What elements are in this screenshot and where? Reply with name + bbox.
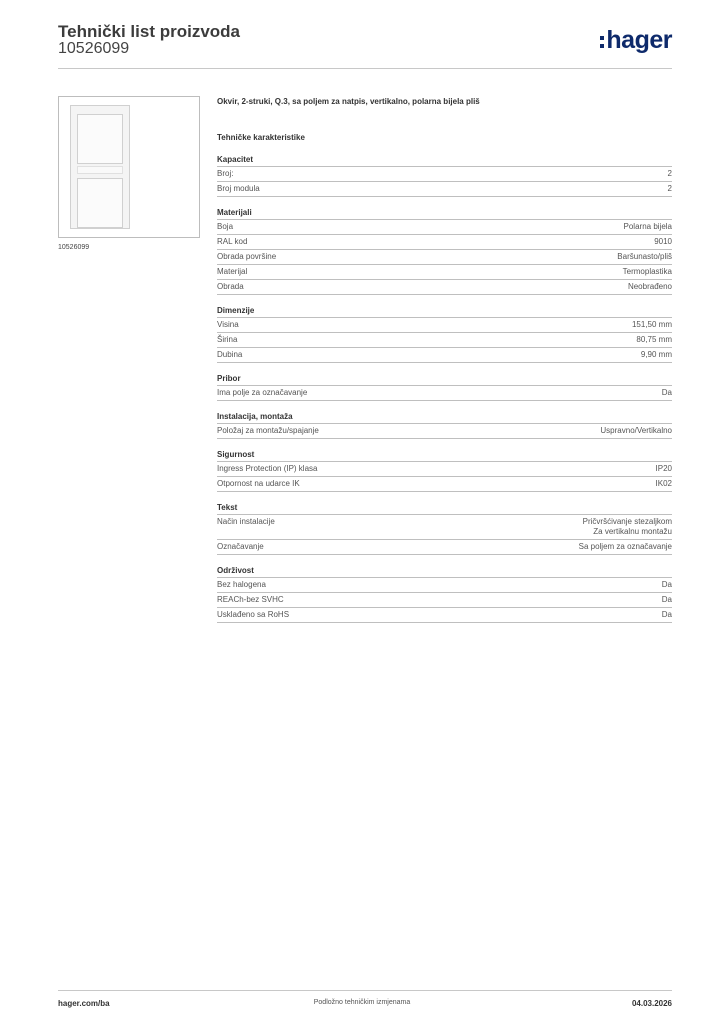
spec-label: Bez halogena	[217, 580, 266, 589]
spec-value: 2	[667, 184, 672, 193]
spec-row	[217, 220, 672, 235]
spec-label: Usklađeno sa RoHS	[217, 610, 290, 619]
spec-row	[217, 182, 672, 197]
spec-value: 2	[667, 169, 672, 178]
spec-content	[217, 96, 672, 623]
logo-dots-icon	[600, 36, 604, 48]
spec-row	[217, 235, 672, 250]
spec-value: Da	[661, 595, 672, 604]
spec-row	[217, 348, 672, 363]
spec-label: Označavanje	[217, 542, 264, 551]
spec-row	[217, 477, 672, 492]
spec-label: Otpornost na udarce IK	[217, 479, 300, 488]
spec-section	[217, 566, 672, 623]
spec-value: IK02	[655, 479, 672, 488]
spec-row	[217, 540, 672, 555]
section-title: Dimenzije	[217, 306, 672, 318]
spec-sections	[217, 155, 672, 623]
spec-row	[217, 462, 672, 477]
spec-section	[217, 306, 672, 363]
spec-value: Da	[661, 580, 672, 589]
spec-row	[217, 578, 672, 593]
spec-label: RAL kod	[217, 237, 248, 246]
spec-row	[217, 386, 672, 401]
spec-row	[217, 250, 672, 265]
spec-section	[217, 208, 672, 295]
spec-value: 9,90 mm	[640, 350, 672, 359]
section-title: Sigurnost	[217, 450, 672, 462]
footer-date: 04.03.2026	[631, 999, 672, 1008]
section-title: Pribor	[217, 374, 672, 386]
logo-text: hager	[606, 26, 672, 54]
spec-row	[217, 318, 672, 333]
page-header	[58, 20, 672, 68]
document-number: 10526099	[58, 40, 130, 57]
spec-row	[217, 280, 672, 295]
spec-label: Položaj za montažu/spajanje	[217, 426, 319, 435]
footer-note: Podložno tehničkim izmjenama	[313, 999, 411, 1006]
section-title: Materijali	[217, 208, 672, 220]
spec-value: 9010	[654, 237, 672, 246]
spec-label: Način instalacije	[217, 517, 275, 526]
spec-row	[217, 608, 672, 623]
spec-label: Obrada	[217, 282, 244, 291]
header-divider	[58, 68, 672, 69]
spec-label: REACh-bez SVHC	[217, 595, 284, 604]
spec-row	[217, 515, 672, 540]
spec-row	[217, 167, 672, 182]
spec-value: Baršunasto/pliš	[617, 252, 672, 261]
spec-section	[217, 503, 672, 555]
spec-value: IP20	[655, 464, 672, 473]
spec-label: Materijal	[217, 267, 248, 276]
spec-value: 80,75 mm	[636, 335, 672, 344]
product-description: Okvir, 2-struki, Q.3, sa poljem za natpis, vertikalno, polarna bijela pliš	[217, 97, 480, 106]
hager-logo	[600, 28, 672, 53]
double-frame-icon	[70, 105, 130, 229]
spec-label: Ima polje za označavanje	[217, 388, 308, 397]
product-image-caption: 10526099	[58, 244, 90, 251]
spec-label: Ingress Protection (IP) klasa	[217, 464, 318, 473]
spec-value: Da	[661, 388, 672, 397]
spec-heading: Tehničke karakteristike	[217, 133, 305, 142]
section-title: Održivost	[217, 566, 672, 578]
footer-website: hager.com/ba	[58, 999, 110, 1008]
spec-value: 151,50 mm	[631, 320, 672, 329]
spec-value: Sa poljem za označavanje	[578, 542, 672, 551]
spec-row	[217, 333, 672, 348]
spec-label: Broj:	[217, 169, 234, 178]
product-image	[58, 96, 200, 238]
spec-section	[217, 412, 672, 439]
spec-value: Pričvršćivanje stezaljkom Za vertikalnu montažu	[582, 517, 672, 536]
spec-value: Termoplastika	[622, 267, 672, 276]
spec-row	[217, 265, 672, 280]
document-title: Tehnički list proizvoda	[58, 22, 240, 41]
spec-label: Dubina	[217, 350, 243, 359]
spec-label: Širina	[217, 335, 238, 344]
spec-section	[217, 450, 672, 492]
spec-label: Visina	[217, 320, 239, 329]
spec-label: Obrada površine	[217, 252, 277, 261]
spec-row	[217, 424, 672, 439]
spec-value: Polarna bijela	[623, 222, 672, 231]
spec-section	[217, 155, 672, 197]
footer-divider	[58, 990, 672, 991]
spec-value: Uspravno/Vertikalno	[600, 426, 672, 435]
spec-section	[217, 374, 672, 401]
spec-label: Boja	[217, 222, 234, 231]
section-title: Instalacija, montaža	[217, 412, 672, 424]
section-title: Tekst	[217, 503, 672, 515]
spec-label: Broj modula	[217, 184, 260, 193]
spec-value: Da	[661, 610, 672, 619]
spec-value: Neobrađeno	[627, 282, 672, 291]
section-title: Kapacitet	[217, 155, 672, 167]
spec-row	[217, 593, 672, 608]
